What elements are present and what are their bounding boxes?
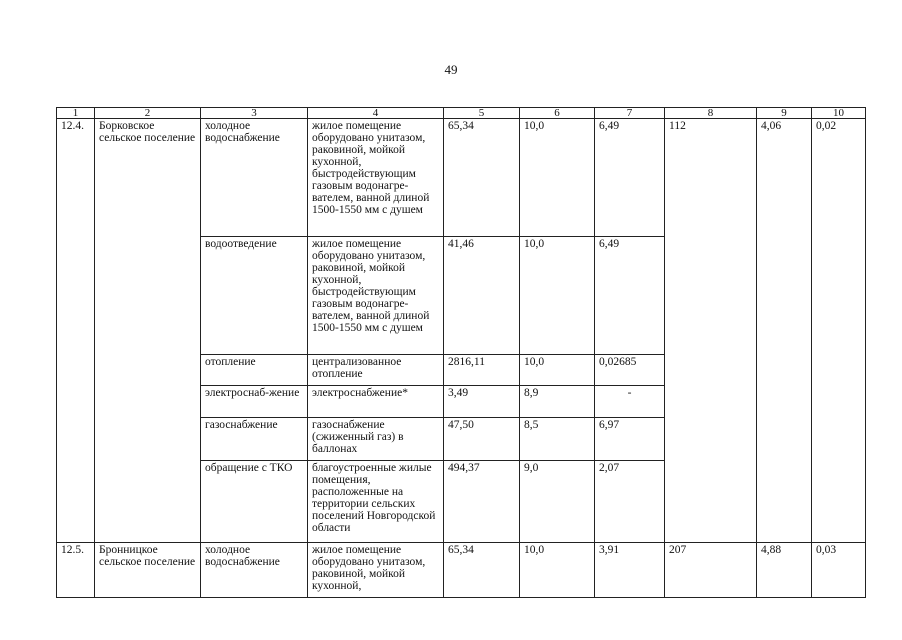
column-number: 7 — [595, 108, 665, 119]
service-description: благоустроенные жилые помещения, расположенные на территории сельских поселений Новгородской области — [308, 461, 444, 543]
column-number: 1 — [57, 108, 95, 119]
value-col6: 10,0 — [520, 237, 595, 355]
value-col5: 47,50 — [444, 418, 520, 461]
value-col9: 4,06 — [757, 119, 812, 543]
value-col6: 10,0 — [520, 543, 595, 598]
value-col6: 8,5 — [520, 418, 595, 461]
table-row — [57, 119, 866, 237]
value-col9: 4,88 — [757, 543, 812, 598]
value-col7: 6,49 — [595, 119, 665, 237]
column-number: 3 — [201, 108, 308, 119]
value-col7: 3,91 — [595, 543, 665, 598]
settlement-name: Бронницкое сельское поселение — [95, 543, 201, 598]
value-col6: 10,0 — [520, 119, 595, 237]
row-number: 12.5. — [57, 543, 95, 598]
service-description: жилое помещение оборудовано унитазом, раковиной, мойкой кухонной, быстродействующим газовым водонагре-вателем, ванной длиной 1500-1550 мм с душем — [308, 119, 444, 237]
value-col6: 10,0 — [520, 355, 595, 386]
column-number: 2 — [95, 108, 201, 119]
column-number: 6 — [520, 108, 595, 119]
service-description: газоснабжение (сжиженный газ) в баллонах — [308, 418, 444, 461]
service-description: электроснабжение* — [308, 386, 444, 418]
value-col7: 6,49 — [595, 237, 665, 355]
column-number-row — [57, 108, 866, 119]
service-description: жилое помещение оборудовано унитазом, раковиной, мойкой кухонной, — [308, 543, 444, 598]
value-col5: 3,49 — [444, 386, 520, 418]
value-col6: 9,0 — [520, 461, 595, 543]
value-col7: - — [595, 386, 665, 418]
column-number: 5 — [444, 108, 520, 119]
service-name: электроснаб-жение — [201, 386, 308, 418]
value-col5: 2816,11 — [444, 355, 520, 386]
value-col8: 112 — [665, 119, 757, 543]
table-row — [57, 543, 866, 598]
service-description: централизованное отопление — [308, 355, 444, 386]
value-col5: 65,34 — [444, 119, 520, 237]
value-col8: 207 — [665, 543, 757, 598]
value-col7: 0,02685 — [595, 355, 665, 386]
service-name: холодное водоснабжение — [201, 119, 308, 237]
row-number: 12.4. — [57, 119, 95, 543]
value-col7: 6,97 — [595, 418, 665, 461]
tariff-table — [56, 107, 866, 598]
service-name: водоотведение — [201, 237, 308, 355]
service-name: холодное водоснабжение — [201, 543, 308, 598]
value-col7: 2,07 — [595, 461, 665, 543]
column-number: 10 — [812, 108, 866, 119]
page-number: 49 — [444, 62, 458, 77]
service-name: отопление — [201, 355, 308, 386]
service-name: газоснабжение — [201, 418, 308, 461]
column-number: 4 — [308, 108, 444, 119]
service-name: обращение с ТКО — [201, 461, 308, 543]
value-col5: 41,46 — [444, 237, 520, 355]
column-number: 9 — [757, 108, 812, 119]
value-col10: 0,03 — [812, 543, 866, 598]
value-col5: 494,37 — [444, 461, 520, 543]
value-col6: 8,9 — [520, 386, 595, 418]
settlement-name: Борковское сельское поселение — [95, 119, 201, 543]
column-number: 8 — [665, 108, 757, 119]
value-col10: 0,02 — [812, 119, 866, 543]
value-col5: 65,34 — [444, 543, 520, 598]
service-description: жилое помещение оборудовано унитазом, раковиной, мойкой кухонной, быстродействующим газовым водонагре-вателем, ванной длиной 1500-1550 мм с душем — [308, 237, 444, 355]
